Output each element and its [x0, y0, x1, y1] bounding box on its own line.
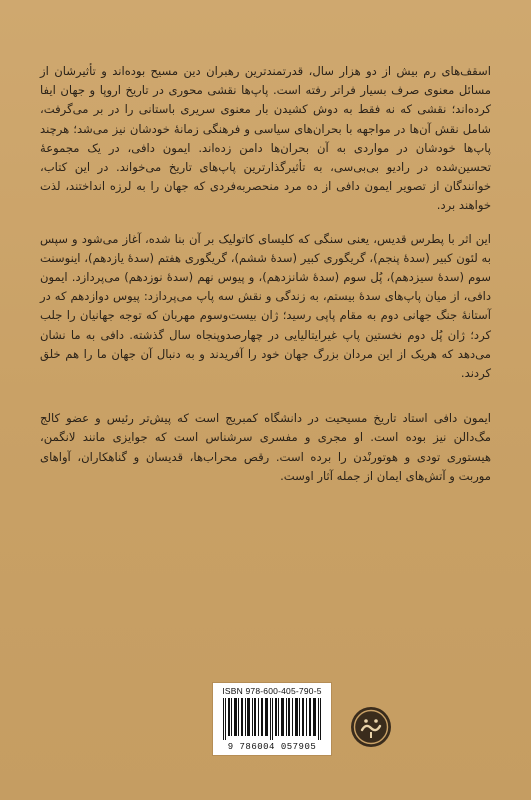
barcode	[212, 682, 332, 756]
summary-paragraph-1: اسقف‌های رم بیش از دو هزار سال، قدرتمندترین رهبران دین مسیح بوده‌اند و تأثیرشان از مسائل معنوی صرف بسیار فراتر رفته است. پاپ‌ها نقشی محوری در تاریخ اروپا و جهان ایفا کرده‌اند؛ نقشی که نه فقط به دوش کشیدن بار معنوی سریری باستانی را در بر می‌گرفت، شامل نقش آن‌ها در مواجهه با بحران‌های سیاسی و فرهنگی زمانهٔ خودشان نیز می‌شد؛ هرچند پاپ‌ها خودشان در مواردی به آن بحران‌ها دامن زده‌اند. ایمون دافی، در یک مجموعهٔ تحسین‌شده در رادیو بی‌بی‌سی، به تأثیرگذارترین پاپ‌های تاریخ می‌خواند. در این کتاب، خوانندگان از تصویر ایمون دافی از ده مرد منحصربه‌فردی که جهان را به لرزه انداختند، لذت خواهند برد.	[40, 64, 491, 213]
barcode-number: 9 786004 057905	[227, 742, 317, 752]
summary-paragraph-2: این اثر با پطرس قدیس، یعنی سنگی که کلیسای کاتولیک بر آن بنا شده، آغاز می‌شود و سپس به لئون کبیر (سدهٔ پنجم)، گریگوری کبیر (سدهٔ ششم)، گریگوری هفتم (سدهٔ یازدهم)، اینوسنت سوم (سدهٔ سیزدهم)، پُل سوم (سدهٔ شانزدهم)، و پیوس نهم (سدهٔ نوزدهم) می‌پردازد. ایمون دافی، از میان پاپ‌های سدهٔ بیستم، به زندگی و نقش سه پاپ می‌پردازد: پیوس دوازدهم که در آستانهٔ جنگ جهانی دوم به مقام پاپی رسید؛ ژان بیست‌وسوم مهربان که توجه جهانیان را جلب کرد؛ ژان پُل دوم نخستین پاپ غیرایتالیایی در چهارصدوپنجاه سال گذشته. دافی به ما نشان می‌دهد که هریک از این مردان بزرگ جهان خود را آفریدند و به دنبال آن جهان ما را هم خلق کردند.	[40, 231, 491, 381]
isbn-label: ISBN 978-600-405-790-5	[222, 686, 322, 696]
back-cover-text	[40, 62, 491, 500]
author-bio-paragraph: ایمون دافی استاد تاریخ مسیحیت در دانشگاه کمبریج است که پیش‌تر رئیس و عضو کالج مگ‌دالن نیز بوده است. او مجری و مفسری سرشناس است که جوایزی مانند لانگمن، هیستوری تودی و هوتورنْدن را برده است. رقص محراب‌ها، قدیسان و گناهکاران، آواهای موربت و آتش‌های ایمان از جمله آثار اوست.	[40, 411, 491, 483]
publisher-logo-icon	[349, 705, 393, 749]
barcode-bars	[221, 698, 325, 740]
